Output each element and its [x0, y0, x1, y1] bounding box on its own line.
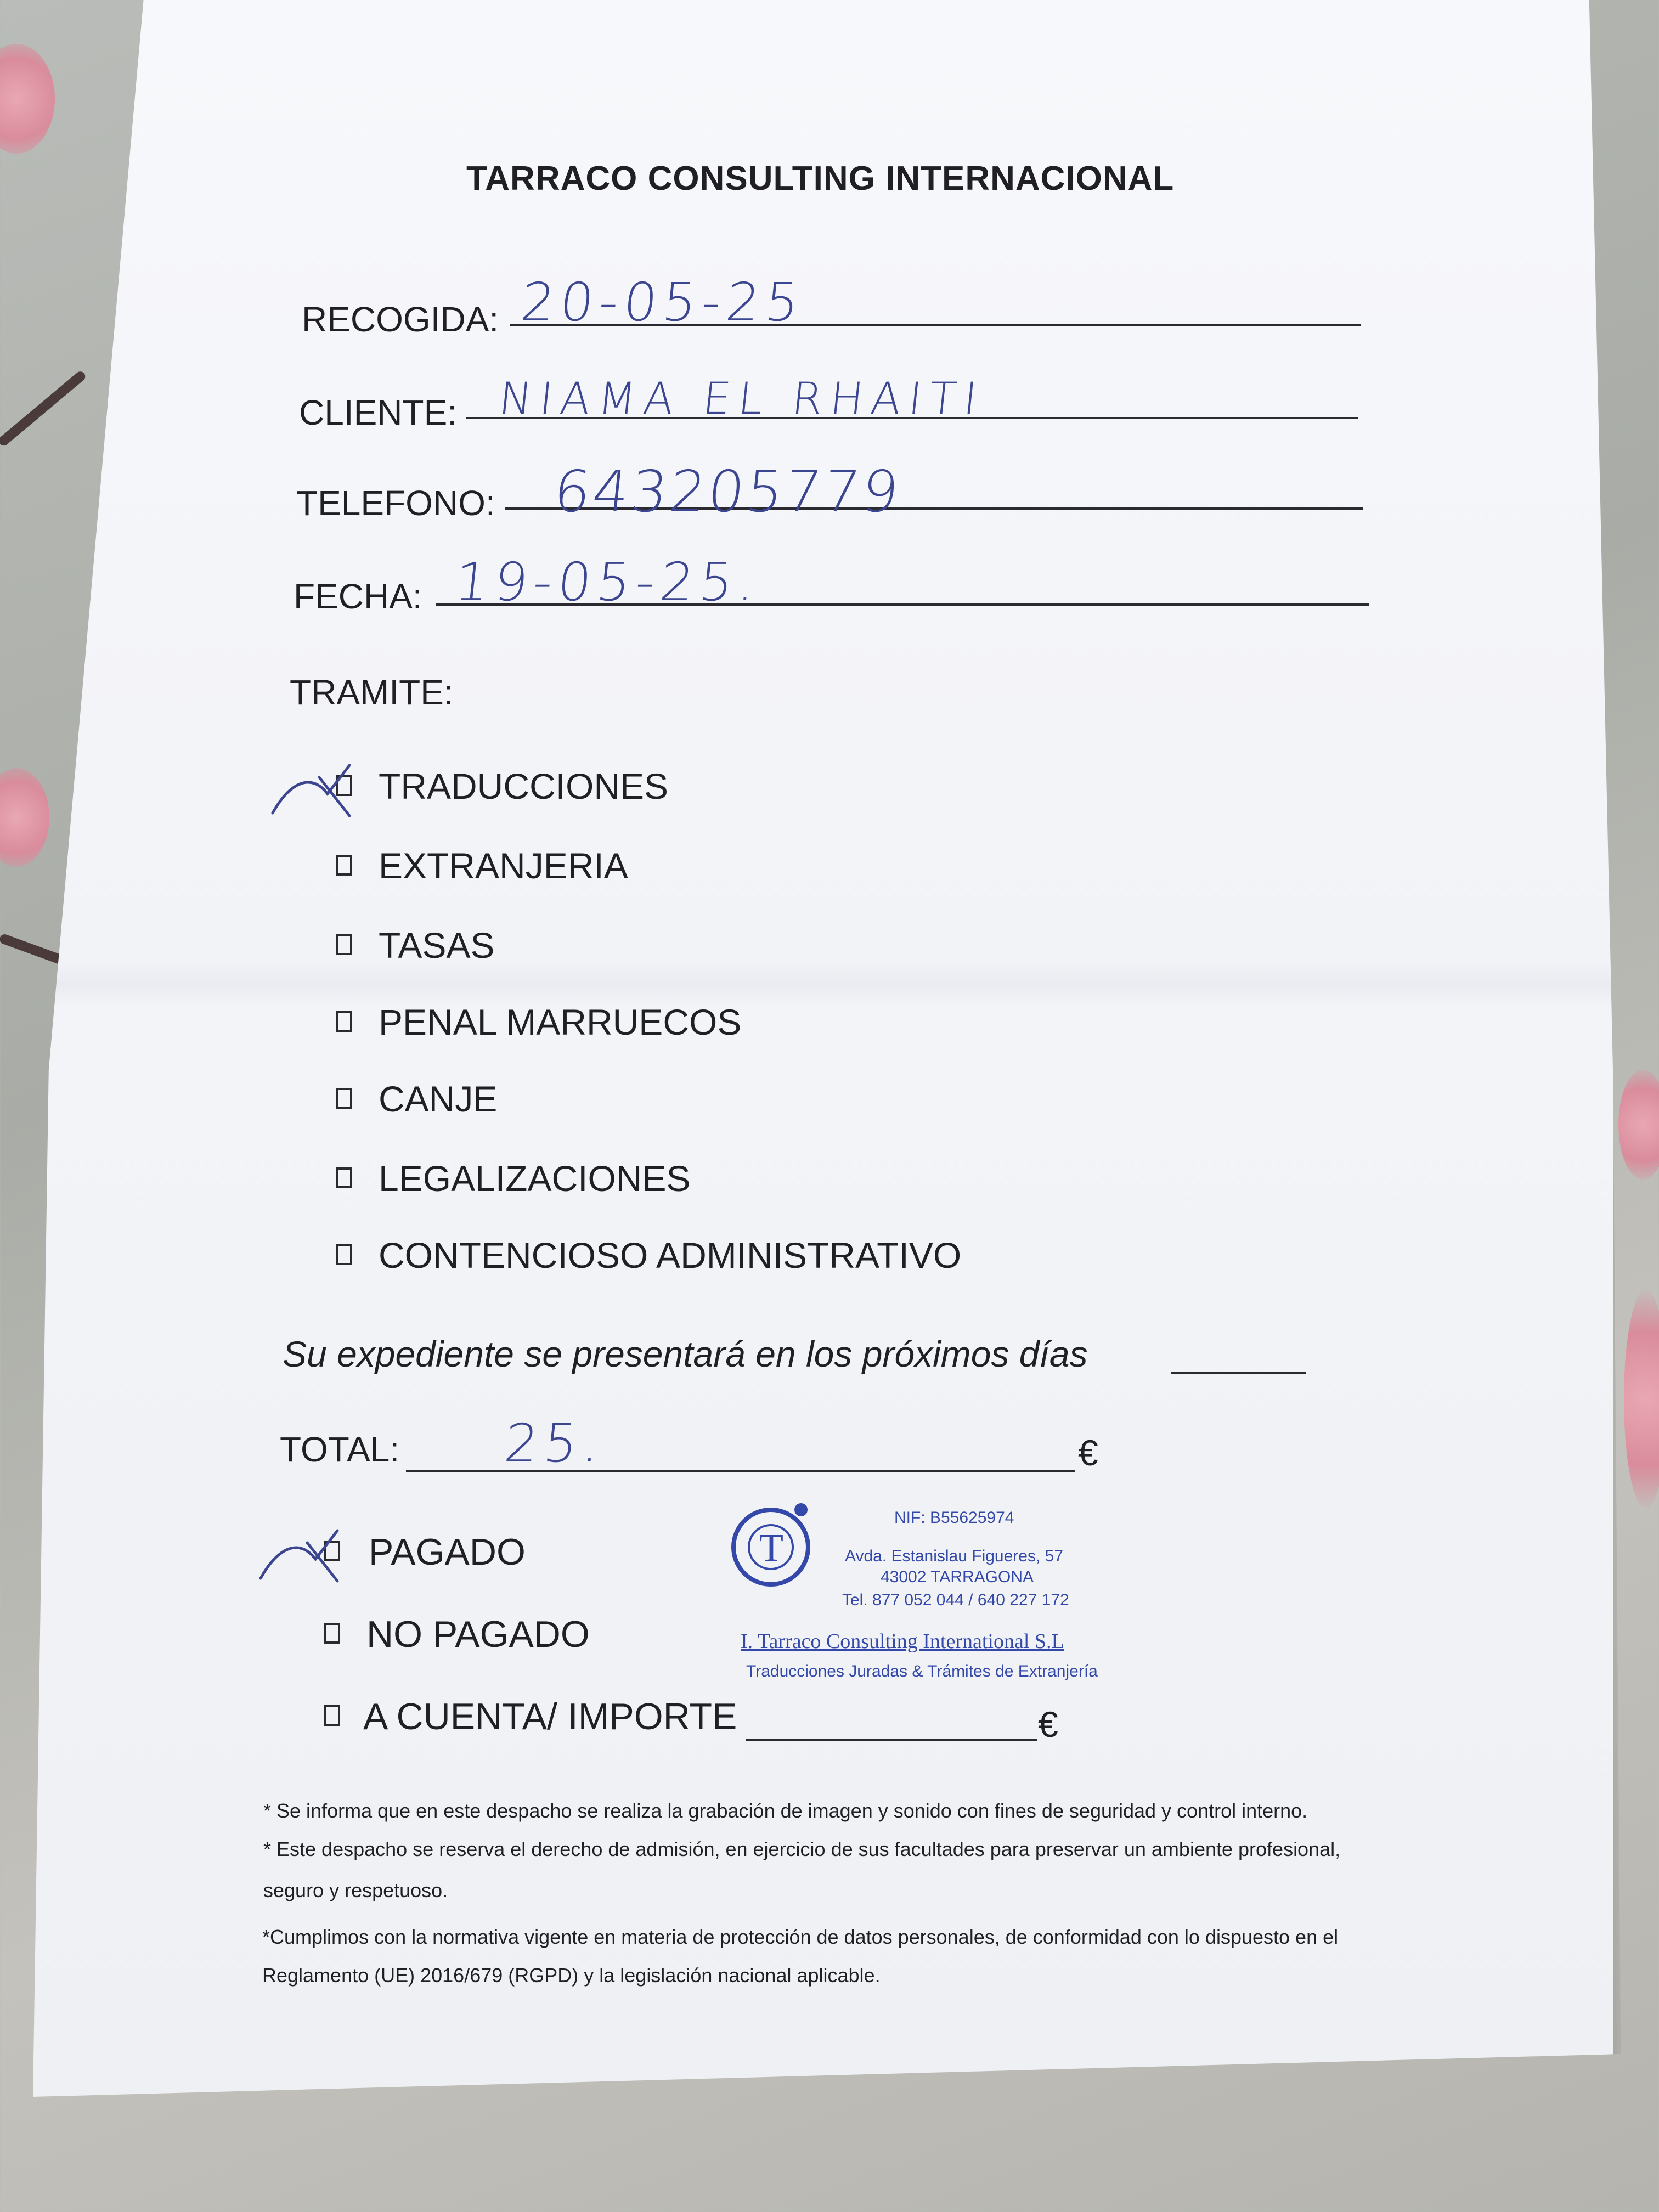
tablecloth-flower: [0, 44, 55, 154]
footer-note-line: Reglamento (UE) 2016/679 (RGPD) y la legislación nacional aplicable.: [262, 1964, 881, 1987]
company-stamp: [730, 1498, 1125, 1695]
checkbox[interactable]: [336, 1088, 352, 1109]
checkbox[interactable]: [324, 1623, 340, 1644]
tablecloth-branch: [0, 370, 87, 448]
stamp-address2: 43002 TARRAGONA: [881, 1568, 1034, 1586]
cliente-label: CLIENTE:: [299, 393, 458, 432]
telefono-value[interactable]: 643205779: [550, 458, 904, 525]
option-label: CONTENCIOSO ADMINISTRATIVO: [379, 1235, 962, 1276]
footer-note-line: *Cumplimos con la normativa vigente en materia de protección de datos personales, de conformidad con lo dispuesto en el: [262, 1926, 1339, 1948]
recogida-label: RECOGIDA:: [302, 300, 499, 339]
option-label: PAGADO: [369, 1531, 526, 1573]
recogida-value[interactable]: 20-05-25: [518, 272, 808, 333]
checkbox[interactable]: [336, 1167, 352, 1188]
fecha-value[interactable]: 19-05-25.: [452, 551, 764, 613]
stamp-phone: Tel. 877 052 044 / 640 227 172: [842, 1591, 1069, 1609]
stamp-company-name: I. Tarraco Consulting International S.L: [741, 1630, 1064, 1653]
footer-note-line: * Este despacho se reserva el derecho de admisión, en ejercicio de sus facultades para preservar un ambiente profesional,: [263, 1838, 1341, 1860]
option-label: A CUENTA/ IMPORTE: [363, 1696, 737, 1737]
checkbox[interactable]: [336, 1244, 352, 1265]
checkbox[interactable]: [336, 934, 352, 955]
footer-note-line: seguro y respetuoso.: [263, 1879, 448, 1901]
handwritten-check-icon: [267, 761, 360, 821]
cliente-value[interactable]: NIAMA EL RHAITI: [496, 373, 988, 424]
total-label: TOTAL:: [280, 1430, 400, 1469]
checkbox[interactable]: [324, 1705, 340, 1726]
telefono-label: TELEFONO:: [296, 483, 495, 523]
expediente-days-line[interactable]: [1171, 1372, 1306, 1374]
tablecloth-flower: [1624, 1289, 1659, 1509]
option-label: NO PAGADO: [366, 1613, 590, 1655]
tablecloth-flower: [0, 768, 49, 867]
stamp-address1: Avda. Estanislau Figueres, 57: [845, 1547, 1064, 1565]
footer-note-line: * Se informa que en este despacho se realiza la grabación de imagen y sonido con fines de seguridad y control interno.: [263, 1799, 1308, 1822]
checkbox[interactable]: [336, 855, 352, 876]
stamp-letter: T: [759, 1526, 783, 1570]
a-cuenta-euro: €: [1038, 1704, 1058, 1745]
stamp-nif: NIF: B55625974: [894, 1509, 1014, 1527]
tablecloth-flower: [1618, 1070, 1659, 1180]
option-label: CANJE: [379, 1079, 498, 1119]
option-label: TRADUCCIONES: [379, 766, 669, 806]
company-title: TARRACO CONSULTING INTERNACIONAL: [466, 160, 1175, 198]
tramite-label: TRAMITE:: [290, 673, 454, 712]
fecha-label: FECHA:: [294, 577, 422, 616]
option-label: LEGALIZACIONES: [379, 1158, 691, 1199]
stamp-tagline: Traducciones Juradas & Trámites de Extranjería: [746, 1662, 1098, 1680]
option-label: EXTRANJERIA: [379, 845, 628, 886]
option-label: TASAS: [379, 925, 495, 966]
handwritten-check-icon: [255, 1526, 348, 1587]
total-euro: €: [1078, 1432, 1098, 1473]
expediente-text: Su expediente se presentará en los próximos días: [283, 1334, 1088, 1374]
option-label: PENAL MARRUECOS: [379, 1002, 742, 1042]
a-cuenta-line[interactable]: [746, 1739, 1037, 1741]
total-value[interactable]: 25.: [501, 1413, 608, 1474]
checkbox[interactable]: [336, 1011, 352, 1032]
